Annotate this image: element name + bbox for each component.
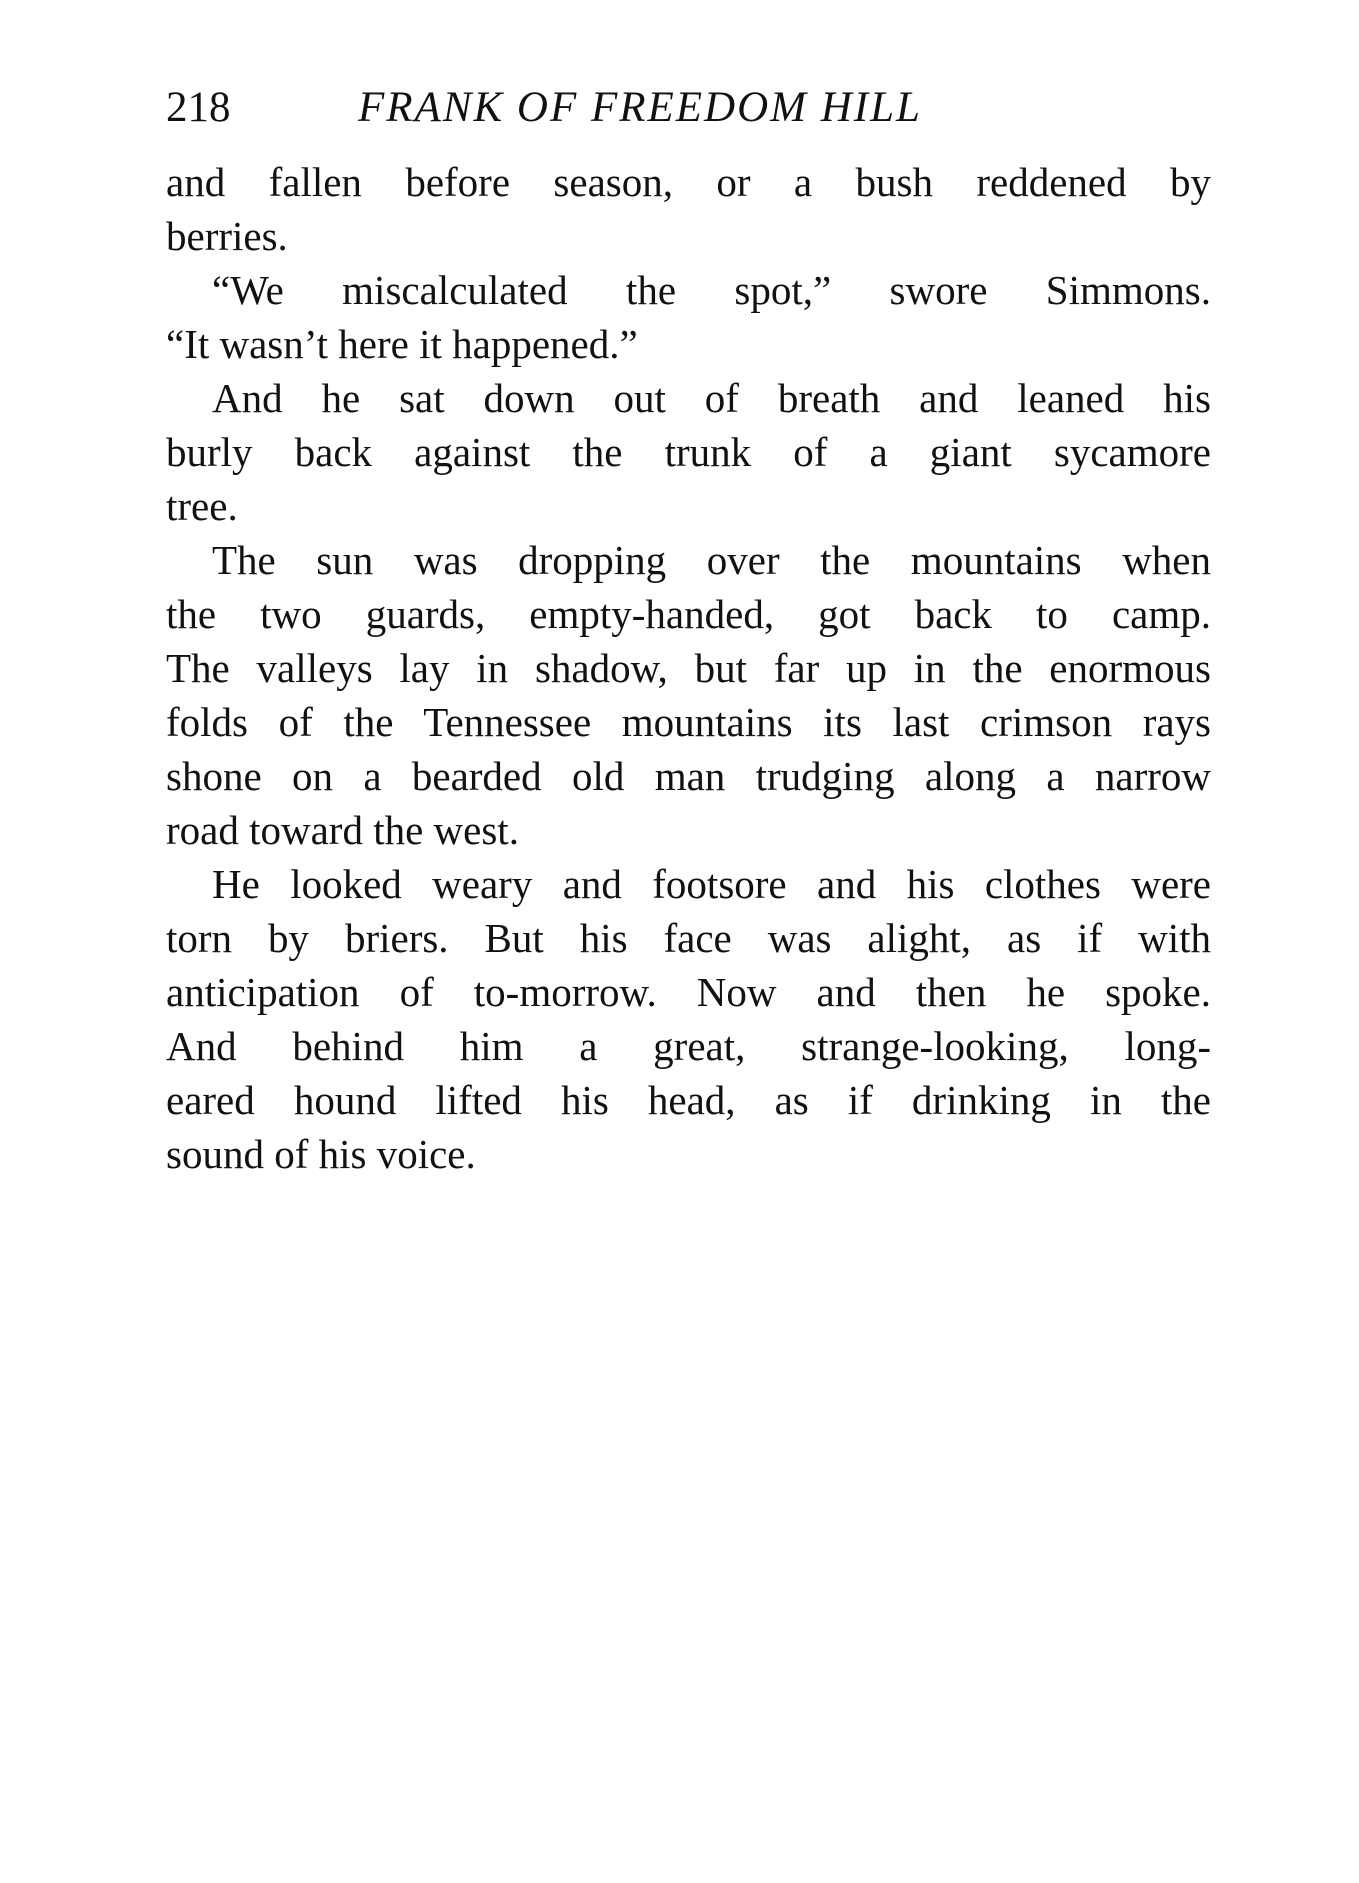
text-line: The valleys lay in shadow, but far up in the enormous [166, 645, 1211, 691]
text-line: folds of the Tennessee mountains its last crimson rays [166, 699, 1211, 745]
paragraph-2 [166, 263, 1211, 371]
running-title: FRANK OF FREEDOM HILL [358, 84, 922, 131]
text-line: the two guards, empty-handed, got back to camp. [166, 591, 1211, 637]
text-line: tree. [166, 483, 238, 529]
text-line: anticipation of to-morrow. Now and then he spoke. [166, 969, 1211, 1015]
text-line: “It wasn’t here it happened.” [166, 321, 638, 367]
text-line: burly back against the trunk of a giant sycamore [166, 429, 1211, 475]
text-line: “We miscalculated the spot,” swore Simmons. [212, 267, 1211, 313]
text-line: sound of his voice. [166, 1131, 476, 1177]
text-line: and fallen before season, or a bush reddened by [166, 159, 1211, 205]
text-line: torn by briers. But his face was alight, as if with [166, 915, 1211, 961]
running-head [166, 78, 1211, 138]
page-number: 218 [166, 84, 231, 131]
text-line: And he sat down out of breath and leaned his [212, 375, 1211, 421]
paragraph-4 [166, 533, 1211, 857]
text-line: road toward the west. [166, 807, 519, 853]
paragraph-1 [166, 155, 1211, 263]
text-line: eared hound lifted his head, as if drinking in the [166, 1077, 1211, 1123]
text-line: He looked weary and footsore and his clothes were [212, 861, 1211, 907]
body-text [166, 155, 1211, 1181]
text-line: The sun was dropping over the mountains when [212, 537, 1211, 583]
text-line: And behind him a great, strange-looking, long- [166, 1023, 1211, 1069]
paragraph-3 [166, 371, 1211, 533]
paragraph-5 [166, 857, 1211, 1181]
text-line: berries. [166, 213, 288, 259]
text-line: shone on a bearded old man trudging along a narrow [166, 753, 1211, 799]
